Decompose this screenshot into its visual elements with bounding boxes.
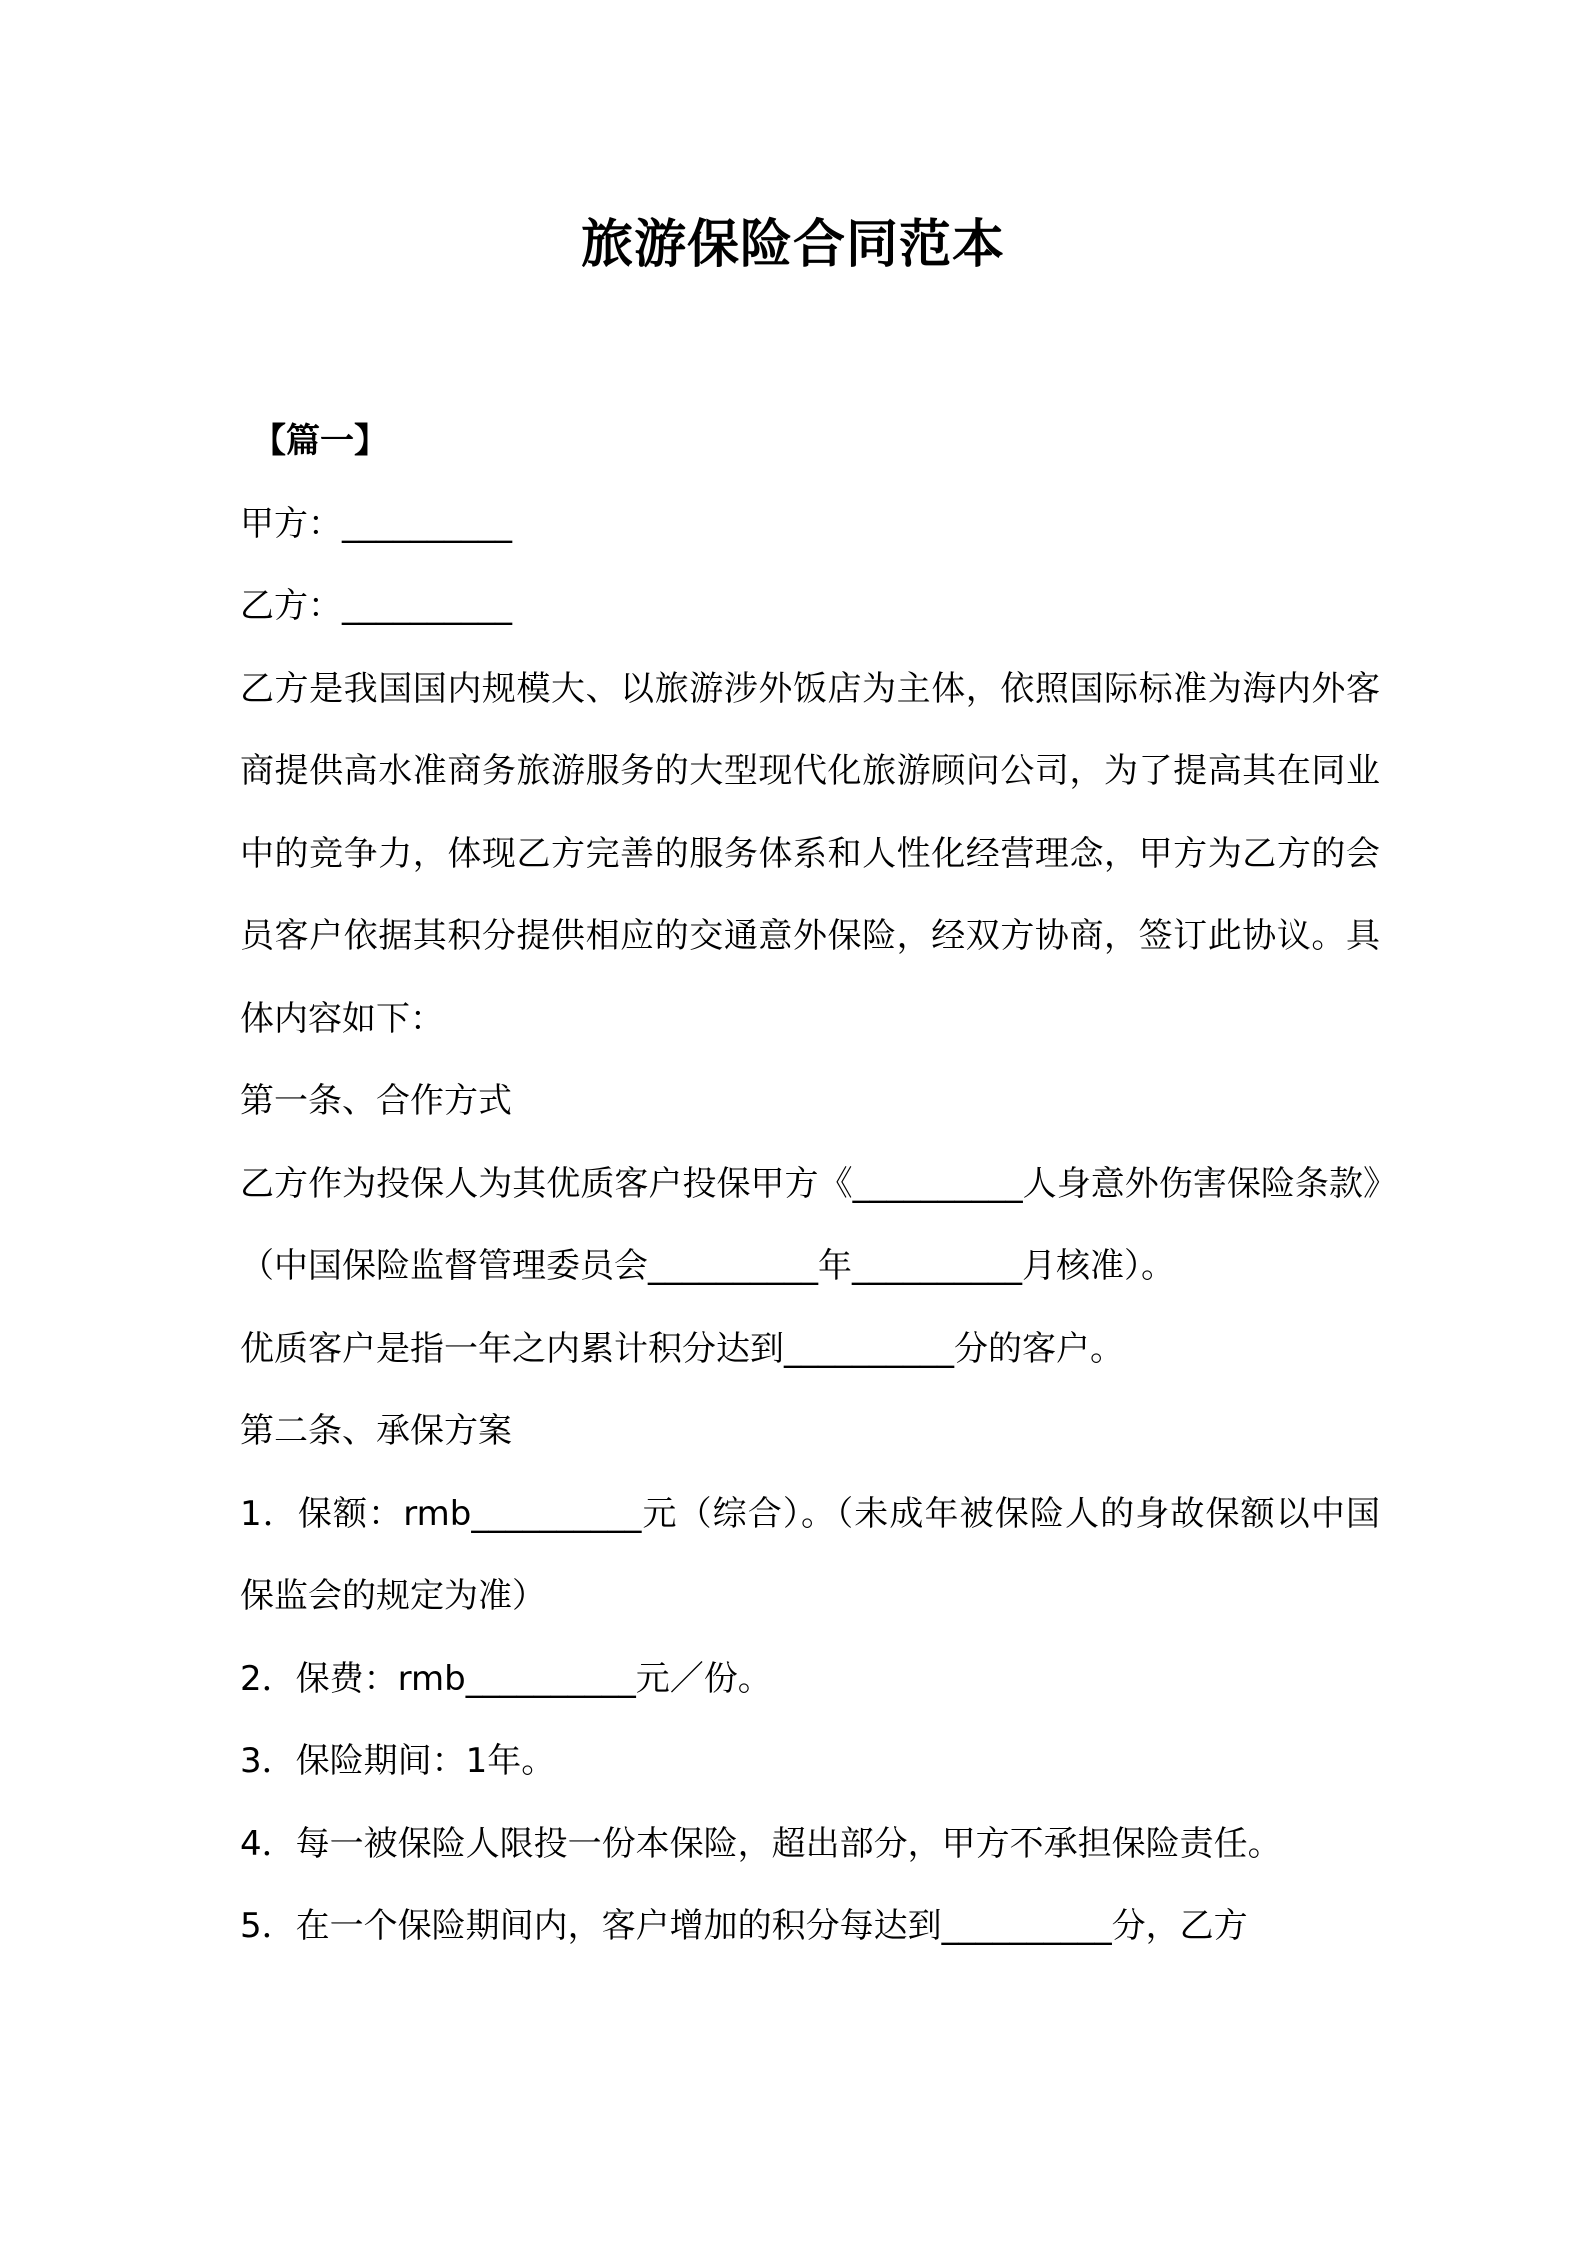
list-item-1: 1．保额：rmb__________元（综合）。（未成年被保险人的身故保额以中国保监会的规定为准） [240,1493,1380,1616]
article-2-heading: 第二条、承保方案 [240,1411,512,1451]
section-label: 【篇一】 [252,421,388,461]
document-title: 旅游保险合同范本 [580,215,1005,275]
intro-paragraph: 乙方是我国国内规模大、以旅游涉外饭店为主体，依照国际标准为海内外客商提供高水准商务旅游服务的大型现代化旅游顾问公司，为了提高其在同业中的竞争力，体现乙方完善的服务体系和人性化经营理念，甲方为乙方的会员客户依据其积分提供相应的交通意外保险，经双方协商，签订此协议。具体内容如下： [240,668,1380,1039]
article-1-paragraph-2: 优质客户是指一年之内累计积分达到__________分的客户。 [240,1328,1124,1369]
article-1-paragraph: 乙方作为投保人为其优质客户投保甲方《__________人身意外伤害保险条款》（中国保险监督管理委员会__________年__________月核准）。 [240,1163,1380,1286]
list-item-2: 2．保费：rmb__________元／份。 [240,1658,772,1699]
list-item-4: 4．每一被保险人限投一份本保险，超出部分，甲方不承担保险责任。 [240,1823,1282,1864]
party-b-line: 乙方：__________ [240,586,512,626]
party-a-line: 甲方：__________ [240,503,512,544]
list-item-3: 3．保险期间：1年。 [240,1741,556,1781]
article-1-heading: 第一条、合作方式 [240,1081,512,1121]
list-item-5: 5．在一个保险期间内，客户增加的积分每达到__________分，乙方 [240,1906,1248,1946]
document-body [240,400,1380,1968]
